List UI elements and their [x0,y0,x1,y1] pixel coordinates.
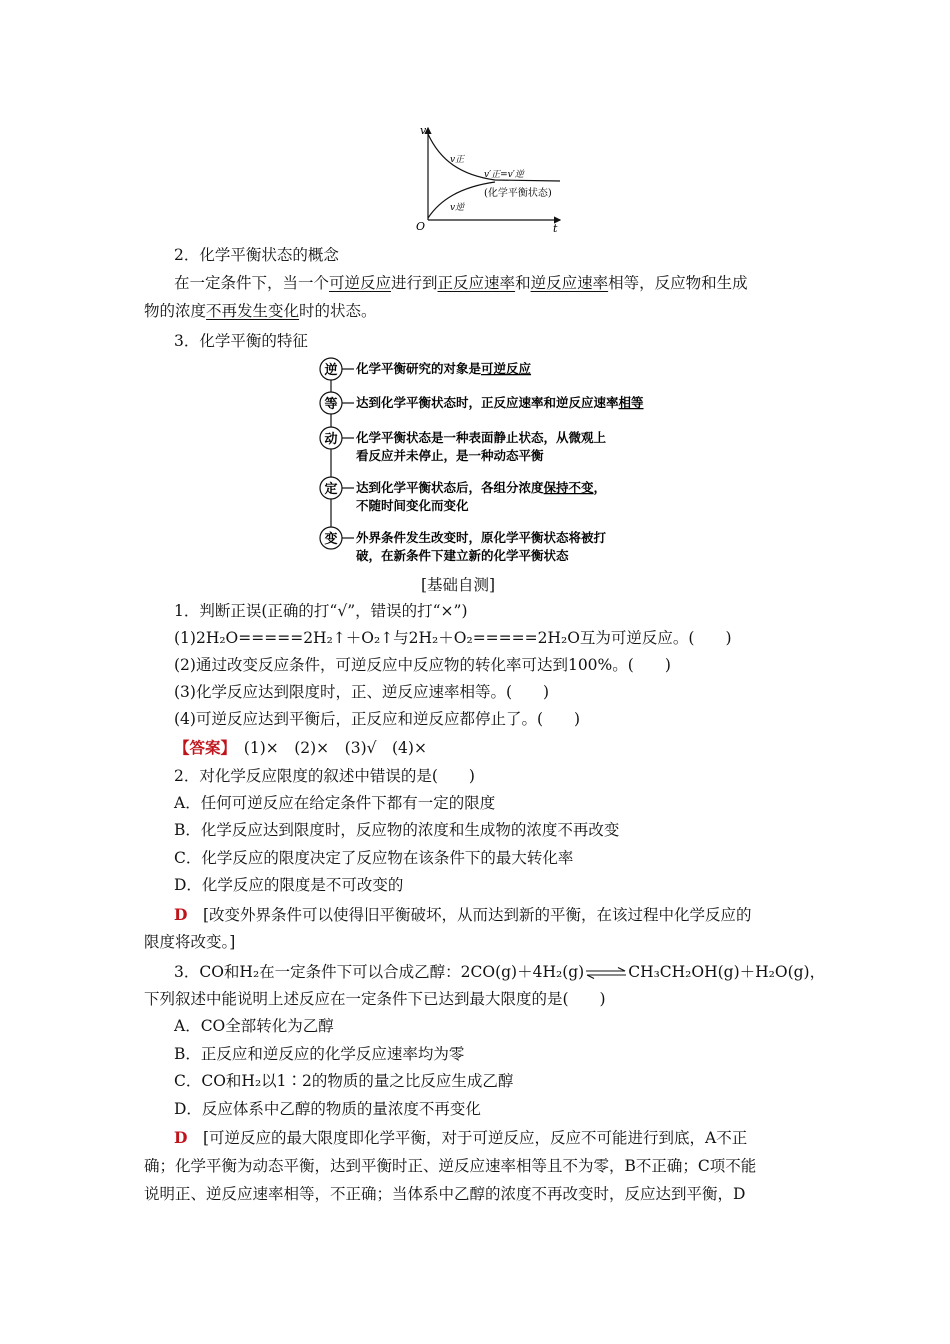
svg-text:变: 变 [324,532,338,547]
q3-option-a: A．CO全部转化为乙醇 [174,1017,334,1035]
q1-answer: 【答案】 (1)× (2)× (3)√ (4)× [174,738,427,757]
equilibrium-state-label: (化学平衡状态) [484,188,552,199]
svg-text:逆: 逆 [324,363,338,378]
q1-item-1: (1)2H₂O=====2H₂↑＋O₂↑与2H₂＋O₂=====2H₂O互为可逆反应。( ) [174,629,732,647]
origin-label: O [416,220,426,233]
svg-text:定: 定 [324,482,338,497]
q2-option-d: D．化学反应的限度是不可改变的 [174,876,404,894]
q2-option-c: C．化学反应的限度决定了反应物在该条件下的最大转化率 [174,849,574,867]
svg-text:动: 动 [324,432,338,447]
q3-stem-line-2: 下列叙述中能说明上述反应在一定条件下已达到最大限度的是( ) [144,990,606,1008]
svg-text:破，在新条件下建立新的化学平衡状态: 破，在新条件下建立新的化学平衡状态 [356,548,569,563]
svg-text:达到化学平衡状态后，各组分浓度保持不变，: 达到化学平衡状态后，各组分浓度保持不变， [356,480,607,495]
feature-ding [320,477,606,513]
svg-text:外界条件发生改变时，原化学平衡状态将被打: 外界条件发生改变时，原化学平衡状态将被打 [356,530,607,545]
section-2-heading: 2．化学平衡状态的概念 [174,246,339,264]
x-axis-label: t [553,222,558,235]
reverse-rate-label: v逆 [450,203,465,213]
q2-stem: 2．对化学反应限度的叙述中错误的是( ) [174,767,475,785]
svg-text:看反应并未停止，是一种动态平衡: 看反应并未停止，是一种动态平衡 [356,448,544,463]
svg-text:达到化学平衡状态时，正反应速率和逆反应速率相等: 达到化学平衡状态时，正反应速率和逆反应速率相等 [356,395,644,410]
forward-rate-label: v正 [450,155,465,165]
q3-option-c: C．CO和H₂以1∶2的物质的量之比反应生成乙醇 [174,1072,514,1090]
y-axis-label: v [420,124,427,137]
feature-bian [320,527,607,563]
feature-dong [320,427,607,463]
q3-explanation-line-3: 说明正、逆反应速率相等，不正确；当体系中乙醇的浓度不再改变时，反应达到平衡，D [144,1185,746,1203]
q3-option-d: D．反应体系中乙醇的物质的量浓度不再变化 [174,1100,481,1118]
section-2-paragraph-line-1: 在一定条件下，当一个可逆反应进行到正反应速率和逆反应速率相等，反应物和生成 [174,274,748,292]
feature-deng [320,392,644,414]
equal-rate-label: v′正=v′逆 [484,170,524,180]
q3-explanation-line-1: D [可逆反应的最大限度即化学平衡，对于可逆反应，反应不可能进行到底，A不正 [174,1128,748,1147]
equilibrium-arrow-icon [585,967,627,979]
feature-ni [320,358,532,380]
self-test-title: [基础自测] [421,576,496,594]
svg-text:化学平衡状态是一种表面静止状态，从微观上: 化学平衡状态是一种表面静止状态，从微观上 [356,430,607,445]
equilibrium-features-diagram [316,355,676,570]
section-2-paragraph-line-2: 物的浓度不再发生变化时的状态。 [144,302,377,320]
svg-text:化学平衡研究的对象是可逆反应: 化学平衡研究的对象是可逆反应 [356,361,532,376]
q2-option-b: B．化学反应达到限度时，反应物的浓度和生成物的浓度不再改变 [174,821,620,839]
q2-option-a: A．任何可逆反应在给定条件下都有一定的限度 [174,794,496,812]
svg-text:等: 等 [324,397,338,412]
rate-time-graph [400,120,580,238]
section-3-heading: 3．化学平衡的特征 [174,332,308,350]
q1-item-3: (3)化学反应达到限度时，正、逆反应速率相等。( ) [174,683,550,701]
q1-item-4: (4)可逆反应达到平衡后，正反应和逆反应都停止了。( ) [174,710,581,728]
svg-text:不随时间变化而变化: 不随时间变化而变化 [356,498,469,513]
q1-item-2: (2)通过改变反应条件，可逆反应中反应物的转化率可达到100%。( ) [174,656,671,674]
q3-stem-line-1: 3．CO和H₂在一定条件下可以合成乙醇：2CO(g)＋4H₂(g) CH₃CH₂OH(g)＋H₂O(g)， [174,963,826,981]
q1-stem: 1．判断正误(正确的打“√”，错误的打“×”) [174,602,468,620]
q2-explanation-line-1: D [改变外界条件可以使得旧平衡破坏，从而达到新的平衡，在该过程中化学反应的 [174,905,752,924]
q2-explanation-line-2: 限度将改变。] [144,933,236,951]
q3-option-b: B．正反应和逆反应的化学反应速率均为零 [174,1045,465,1063]
q3-explanation-line-2: 确；化学平衡为动态平衡，达到平衡时正、逆反应速率相等且不为零，B不正确；C项不能 [144,1157,757,1175]
